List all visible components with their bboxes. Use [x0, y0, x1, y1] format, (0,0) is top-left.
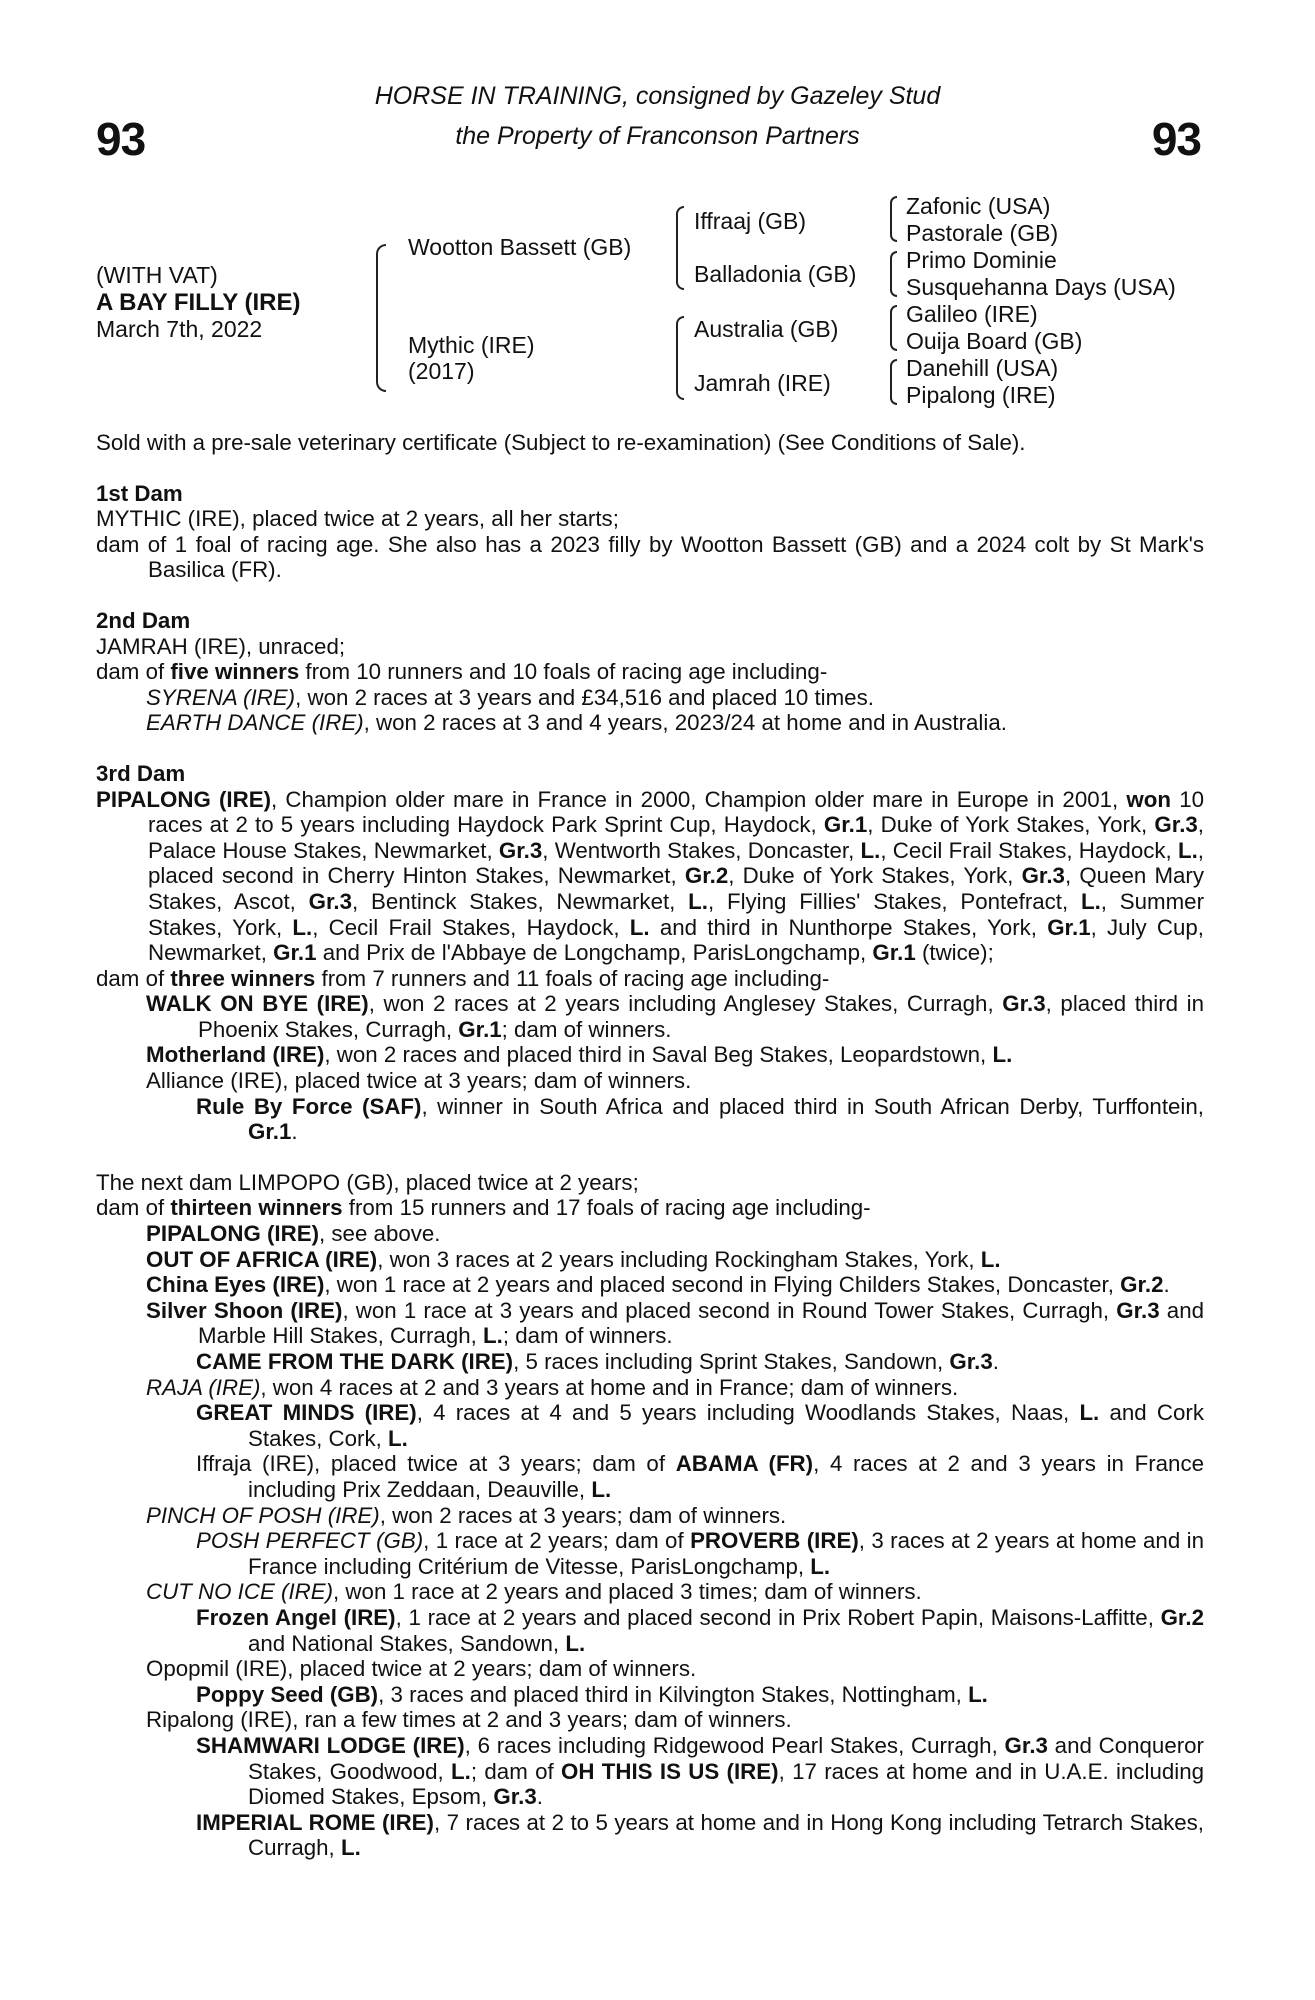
first-dam-line2: dam of 1 foal of racing age. She also has a 2023 filly by Wootton Bassett (GB) and a 2024 colt by St Mark's Basilica (FR). [96, 531, 1204, 583]
rule-by-force: Rule By Force (SAF), winner in South Africa and placed third in South African Derby, Turffontein, Gr.1. [196, 1093, 1204, 1145]
ss-bracket [890, 196, 897, 242]
pinch-of-posh: PINCH OF POSH (IRE), won 2 races at 3 years; dam of winners. [146, 1502, 787, 1528]
imperial-rome: IMPERIAL ROME (IRE), 7 races at 2 to 5 years at home and in Hong Kong including Tetrarch Stakes, Curragh, L. [196, 1809, 1204, 1861]
out-of-africa: OUT OF AFRICA (IRE), won 3 races at 2 years including Rockingham Stakes, York, L. [146, 1246, 1001, 1272]
second-dam-offspring-2: EARTH DANCE (IRE), won 2 races at 3 and 4 years, 2023/24 at home and in Australia. [146, 710, 1007, 736]
lot-number-left: 93 [96, 113, 146, 165]
next-dam-produce: dam of thirteen winners from 15 runners and 17 foals of racing age including- [96, 1195, 871, 1221]
horse-name: A BAY FILLY (IRE) [96, 289, 301, 316]
motherland: Motherland (IRE), won 2 races and placed third in Saval Beg Stakes, Leopardstown, L. [146, 1042, 1013, 1068]
sire-sire: Iffraaj (GB) [694, 208, 807, 234]
first-dam-line1: MYTHIC (IRE), placed twice at 2 years, all her starts; [96, 506, 619, 532]
pipalong-ref: PIPALONG (IRE), see above. [146, 1221, 441, 1247]
posh-perfect: POSH PERFECT (GB), 1 race at 2 years; dam of PROVERB (IRE), 3 races at 2 years at home and in France including Critérium de Vitesse, ParisLongchamp, L. [196, 1528, 1205, 1579]
third-dam-produce: dam of three winners from 7 runners and 11 foals of racing age including- [96, 965, 830, 991]
sire: Wootton Bassett (GB) [408, 234, 632, 260]
great-minds: GREAT MINDS (IRE), 4 races at 4 and 5 years including Woodlands Stakes, Naas, L. and Cork Stakes, Cork, L. [196, 1400, 1204, 1451]
vet-note: Sold with a pre-sale veterinary certificate (Subject to re-examination) (See Conditions of Sale). [96, 430, 1026, 455]
sire-dam-dam: Susquehanna Days (USA) [906, 274, 1176, 300]
alliance: Alliance (IRE), placed twice at 3 years; dam of winners. [146, 1068, 692, 1094]
dam-dam: Jamrah (IRE) [694, 370, 831, 396]
dam-dam-sire: Danehill (USA) [906, 355, 1059, 381]
china-eyes: China Eyes (IRE), won 1 race at 2 years and placed second in Flying Childers Stakes, Doncaster, Gr.2. [146, 1272, 1170, 1298]
vat-note: (WITH VAT) [96, 262, 218, 288]
second-dam-line1: JAMRAH (IRE), unraced; [96, 633, 346, 659]
dam-dam-dam: Pipalong (IRE) [906, 382, 1056, 408]
dam-sire-sire: Galileo (IRE) [906, 301, 1038, 327]
sire-bracket [676, 206, 684, 290]
first-dam-heading: 1st Dam [96, 480, 183, 506]
ripalong: Ripalong (IRE), ran a few times at 2 and 3 years; dam of winners. [146, 1707, 792, 1733]
second-dam-produce: dam of five winners from 10 runners and 10 foals of racing age including- [96, 659, 828, 685]
next-dam-line1: The next dam LIMPOPO (GB), placed twice at 2 years; [96, 1169, 639, 1195]
dam-sire: Australia (GB) [694, 316, 839, 342]
horse-dob: March 7th, 2022 [96, 316, 263, 342]
frozen-angel: Frozen Angel (IRE), 1 race at 2 years and placed second in Prix Robert Papin, Maisons-Laffitte, Gr.2 and National Stakes, Sandown, L. [196, 1604, 1204, 1656]
sd-bracket [890, 251, 897, 297]
dam-bracket [676, 316, 684, 400]
pedigree-bracket [376, 244, 386, 392]
third-dam-record: PIPALONG (IRE), Champion older mare in France in 2000, Champion older mare in Europe in 2001, won 10 races at 2 to 5 years including Haydock Park Sprint Cup, Haydock, Gr.1, Duke of York Stakes, York, Gr.3, Palace House Stakes, Newmarket, Gr.3, Wentworth Stakes, Doncaster, L., Cecil Frail Stakes, Haydock, L., placed second in Cherry Hinton Stakes, Newmarket, Gr.2, Duke of York Stakes, York, Gr.3, Queen Mary Stakes, Ascot, Gr.3, Bentinck Stakes, Newmarket, L., Flying Fillies' Stakes, Pontefract, L., Summer Stakes, York, L., Cecil Frail Stakes, Haydock, L. and third in Nunthorpe Stakes, York, Gr.1, July Cup, Newmarket, Gr.1 and Prix de l'Abbaye de Longchamp, ParisLongchamp, Gr.1 (twice); [96, 786, 1205, 966]
consignor-line: HORSE IN TRAINING, consigned by Gazeley Stud [374, 82, 941, 110]
opopmil: Opopmil (IRE), placed twice at 2 years; dam of winners. [146, 1656, 697, 1682]
came-from-the-dark: CAME FROM THE DARK (IRE), 5 races including Sprint Stakes, Sandown, Gr.3. [196, 1349, 999, 1374]
property-line: the Property of Franconson Partners [455, 122, 860, 150]
ds-bracket [890, 305, 897, 351]
raja: RAJA (IRE), won 4 races at 2 and 3 years at home and in France; dam of winners. [146, 1374, 959, 1400]
sire-dam-sire: Primo Dominie [906, 247, 1057, 273]
sire-sire-dam: Pastorale (GB) [906, 220, 1059, 246]
walk-on-bye: WALK ON BYE (IRE), won 2 races at 2 years including Anglesey Stakes, Curragh, Gr.3, placed third in Phoenix Stakes, Curragh, Gr.1; dam of winners. [146, 991, 1205, 1042]
sire-sire-sire: Zafonic (USA) [906, 193, 1051, 219]
cut-no-ice: CUT NO ICE (IRE), won 1 race at 2 years and placed 3 times; dam of winners. [146, 1579, 922, 1605]
iffraja: Iffraja (IRE), placed twice at 3 years; dam of ABAMA (FR), 4 races at 2 and 3 years in France including Prix Zeddaan, Deauville, L. [196, 1451, 1205, 1502]
catalogue-body [96, 430, 1204, 1861]
dam-year: (2017) [408, 358, 475, 384]
silver-shoon: Silver Shoon (IRE), won 1 race at 3 years and placed second in Round Tower Stakes, Curragh, Gr.3 and Marble Hill Stakes, Curragh, L.; dam of winners. [146, 1297, 1205, 1349]
third-dam-heading: 3rd Dam [96, 760, 186, 786]
second-dam-heading: 2nd Dam [96, 607, 191, 633]
second-dam-offspring-1: SYRENA (IRE), won 2 races at 3 years and £34,516 and placed 10 times. [146, 684, 874, 710]
sire-dam: Balladonia (GB) [694, 261, 857, 287]
lot-number-right: 93 [1151, 113, 1201, 165]
dam: Mythic (IRE) [408, 332, 535, 358]
shamwari-lodge: SHAMWARI LODGE (IRE), 6 races including Ridgewood Pearl Stakes, Curragh, Gr.3 and Conqueror Stakes, Goodwood, L.; dam of OH THIS IS US (IRE), 17 races at home and in U.A.E. including Diomed Stakes, Epsom, Gr.3. [196, 1732, 1205, 1810]
poppy-seed: Poppy Seed (GB), 3 races and placed third in Kilvington Stakes, Nottingham, L. [196, 1681, 988, 1707]
dam-sire-dam: Ouija Board (GB) [906, 328, 1083, 354]
dd-bracket [890, 359, 897, 405]
